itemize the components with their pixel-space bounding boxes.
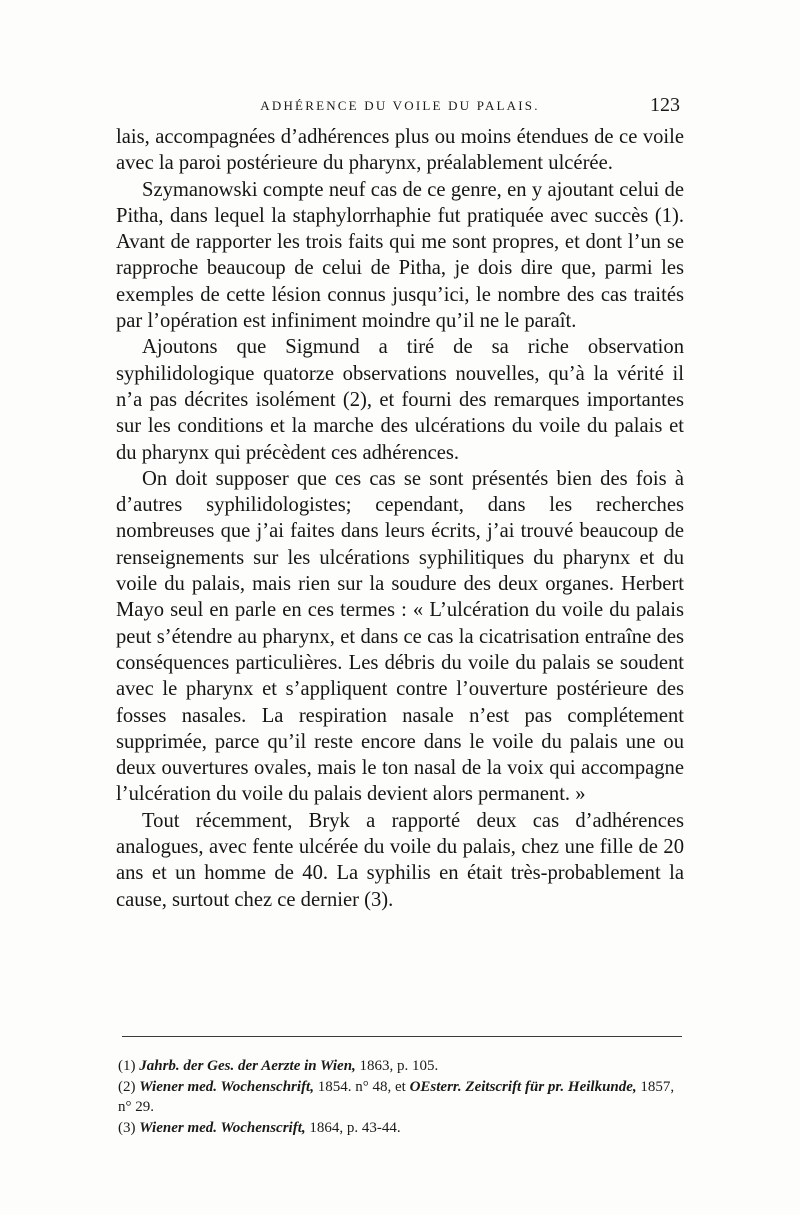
running-title: ADHÉRENCE DU VOILE DU PALAIS. xyxy=(260,98,540,113)
footnote-1 xyxy=(118,1056,684,1077)
footnote-3 xyxy=(118,1118,684,1139)
footnote-2-source-a: Wiener med. Wochenschrift, xyxy=(139,1078,314,1095)
footnote-divider xyxy=(122,1036,682,1037)
body-text xyxy=(116,124,684,913)
paragraph-bryk: Tout récemment, Bryk a rapporté deux cas d’adhérences analogues, avec fente ulcérée du voile du palais, chez une fille de 20 ans et un homme de 40. La syphilis en était très-probablement la cause, surtout chez ce dernier (3). xyxy=(116,809,684,911)
footnotes xyxy=(118,1056,684,1138)
footnote-1-number: (1) xyxy=(118,1058,136,1074)
footnote-3-source: Wiener med. Wochenscrift, xyxy=(139,1119,306,1136)
paragraph-herbert-mayo: On doit supposer que ces cas se sont présentés bien des fois à d’autres syphilidologistes; cependant, dans les recherches nombreuses que j’ai faites dans leurs écrits, j’ai trouvé beaucoup de renseignements sur les ulcérations syphilitiques du pharynx et du voile du palais, mais rien sur la soudure des deux organes. Herbert Mayo seul en parle en ces termes : « L’ulcération du voile du palais peut s’étendre au pharynx, et dans ce cas la cicatrisation entraîne des conséquences particulières. Les débris du voile du palais se soudent avec le pharynx et s’appliquent contre l’ouverture postérieure des fosses nasales. La respiration nasale n’est pas complétement supprimée, parce qu’il reste encore dans le voile du palais une ou deux ouvertures ovales, mais le ton nasal de la voix qui accompagne l’ulcération du voile du palais devient alors permanent. » xyxy=(116,467,684,806)
paragraph-szymanowski: Szymanowski compte neuf cas de ce genre, en y ajoutant celui de Pitha, dans lequel la staphylorrhaphie fut pratiquée avec succès (1). Avant de rapporter les trois faits qui me sont propres, et dont l’un se rapproche beaucoup de celui de Pitha, je dois dire que, parmi les exemples de cette lésion connus jusqu’ici, le nombre des cas traités par l’opération est infiniment moindre qu’il ne le paraît. xyxy=(116,178,684,333)
paragraph-sigmund: Ajoutons que Sigmund a tiré de sa riche observation syphilidologique quatorze observations nouvelles, qu’à la vérité il n’a pas décrites isolément (2), et fourni des remarques importantes sur les conditions et la marche des ulcérations du voile du palais et du pharynx qui précèdent ces adhérences. xyxy=(116,336,684,464)
footnote-2-detail: 1857, n° 29. xyxy=(118,1078,675,1115)
footnote-1-source: Jahrb. der Ges. der Aerzte in Wien, xyxy=(139,1058,356,1074)
footnote-3-number: (3) xyxy=(118,1119,136,1136)
page-number: 123 xyxy=(650,94,680,116)
footnote-2-source-b: OEsterr. Zeitscrift für pr. Heilkunde, xyxy=(409,1078,637,1095)
footnote-1-detail: 1863, p. 105. xyxy=(355,1058,439,1074)
footnote-2 xyxy=(118,1077,684,1118)
footnote-3-detail: 1864, p. 43-44. xyxy=(305,1119,401,1136)
paragraph-continued: lais, accompagnées d’adhérences plus ou moins étendues de ce voile avec la paroi postérieure du pharynx, préalablement ulcérée. xyxy=(116,126,684,175)
footnote-2-number: (2) xyxy=(118,1078,136,1095)
footnote-2-middle: 1854. n° 48, et xyxy=(313,1078,410,1095)
page-header xyxy=(116,94,684,118)
